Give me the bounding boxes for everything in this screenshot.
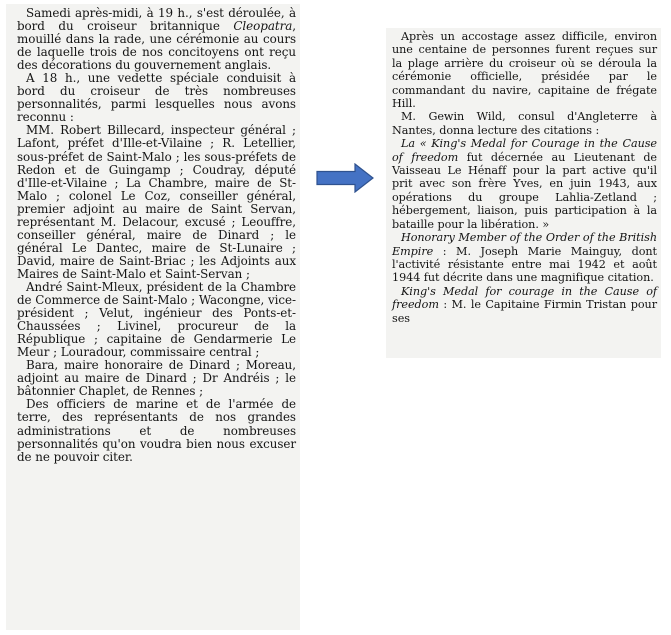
arrow-shape bbox=[317, 164, 373, 192]
text-run: Bara, maire honoraire de Dinard ; Moreau, adjoint au maire de Dinard ; Dr Andréis ; le bâtonnier Chaplet, de Rennes ; bbox=[17, 358, 296, 399]
newspaper-clipping-left bbox=[6, 4, 300, 630]
text-run: , mouillé dans la rade, une cérémonie au cours de laquelle trois de nos concitoyens ont reçu des décorations du gouvernement anglais. bbox=[17, 19, 296, 73]
paragraph bbox=[17, 359, 296, 398]
article-text-left bbox=[17, 7, 296, 464]
italic-text-run: King's Medal for courage in the Cause of freedom bbox=[392, 284, 657, 312]
italic-text-run: Honorary Member of the Order of the British Empire bbox=[392, 231, 657, 258]
text-run: : M. le Capitaine Firmin Tristan pour ses bbox=[392, 298, 657, 325]
text-run: MM. Robert Billecard, inspecteur général ; Lafont, préfet d'Ille-et-Vilaine ; R. Letellier, sous-préfet de Saint-Malo ; les sous-préfets de Redon et de Guingamp ; Coudray, député d'Ille-et-Vilaine ; La Chambre, maire de St-Malo ; colonel Le Coz, conseiller général, premier adjoint au maire de Saint Servan, représentant M. Delacour, excusé ; Leouffre, conseiller général, maire de Dinard ; le général Le Dantec, maire de St-Lunaire ; David, maire de Saint-Briac ; les Adjoints aux Maires de Saint-Malo et Saint-Servan ; bbox=[17, 123, 296, 281]
text-run: fut décernée au Lieutenant de Vaisseau Le Hénaff pour la part active qu'il prit avec son frère Yves, en juin 1943, aux opérations du groupe Lahlia-Zetland ; hébergement, liaison, puis participation à la bataille pour la libération. » bbox=[392, 150, 657, 231]
newspaper-clipping-right bbox=[386, 28, 661, 358]
paragraph bbox=[17, 398, 296, 463]
paragraph bbox=[392, 137, 657, 231]
paragraph bbox=[392, 231, 657, 285]
paragraph bbox=[17, 281, 296, 359]
italic-text-run: Cleopatra bbox=[233, 19, 293, 34]
paragraph bbox=[17, 7, 296, 72]
paragraph bbox=[392, 30, 657, 110]
text-run: M. Gewin Wild, consul d'Angleterre à Nantes, donna lecture des citations : bbox=[392, 110, 657, 137]
text-run: Des officiers de marine et de l'armée de terre, des représentants de nos grandes administrations et de nombreuses personnalités qu'on voudra bien nous excuser de ne pouvoir citer. bbox=[17, 397, 296, 464]
text-run: Après un accostage assez difficile, environ une centaine de personnes furent reçues sur la plage arrière du croiseur où se déroula la cérémonie officielle, présidée par le commandant du navire, capitaine de frégate Hill. bbox=[392, 30, 657, 111]
paragraph bbox=[392, 285, 657, 325]
article-text-right bbox=[392, 30, 657, 325]
text-run: Samedi après-midi, à 19 h., s'est déroulée, à bord du croiseur britannique bbox=[17, 6, 296, 34]
right-arrow-icon bbox=[316, 163, 374, 193]
paragraph bbox=[392, 110, 657, 137]
paragraph bbox=[17, 72, 296, 124]
text-run: A 18 h., une vedette spéciale conduisit à bord du croiseur de très nombreuses personnalités, parmi lesquelles nous avons reconnu : bbox=[17, 71, 296, 125]
italic-text-run: La « King's Medal for Courage in the Cause of freedom bbox=[392, 137, 657, 164]
text-run: : M. Joseph Marie Mainguy, dont l'activité résistante entre mai 1942 et août 1944 fut décrite dans une magnifique citation. bbox=[392, 244, 657, 285]
text-run: André Saint-Mleux, président de la Chambre de Commerce de Saint-Malo ; Wacongne, vice-président ; Velut, ingénieur des Ponts-et-Chaussées ; Livinel, procureur de la République ; capitaine de Gendarmerie Le Meur ; Louradour, commissaire central ; bbox=[17, 279, 296, 360]
paragraph bbox=[17, 124, 296, 281]
